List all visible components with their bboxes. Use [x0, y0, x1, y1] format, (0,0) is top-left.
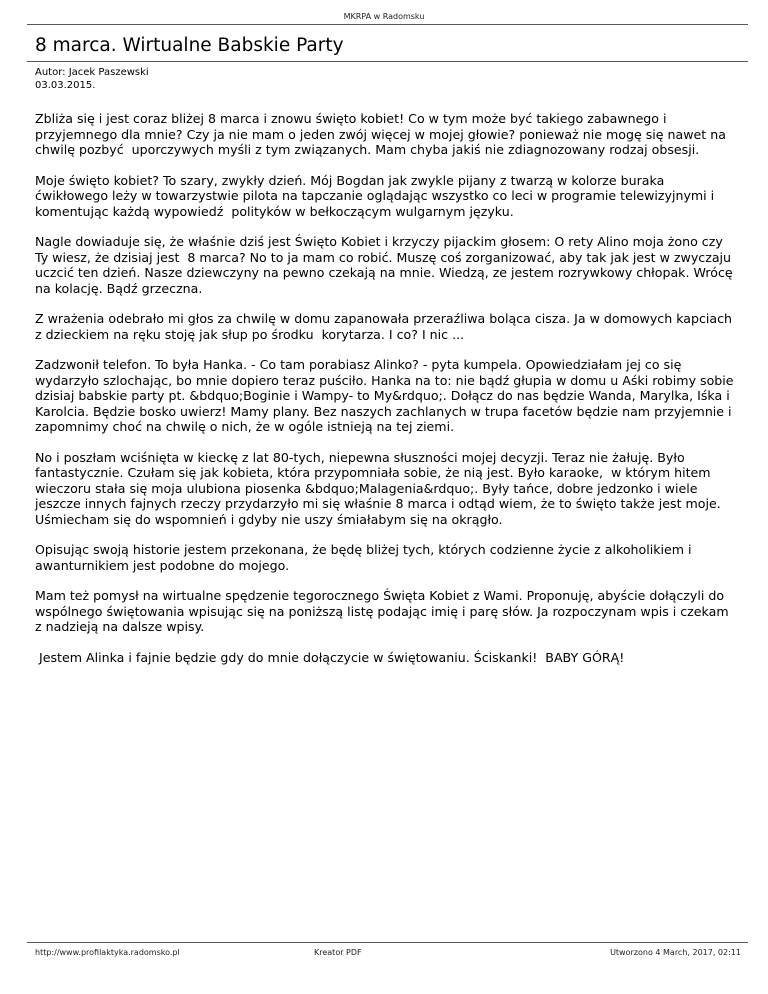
article-paragraph: Mam też pomysł na wirtualne spędzenie tegorocznego Święta Kobiet z Wami. Proponuję, abyście dołączyli do wspólnego świętowania wpisując się na poniższą listę podając imię i parę słów. Ja rozpoczynam wpis i czekam z nadzieją na dalsze wpisy.	[35, 588, 733, 634]
author-line: Autor: Jacek Paszewski	[35, 67, 149, 78]
footer-url: http://www.profilaktyka.radomsko.pl	[35, 948, 180, 957]
footer-created: Utworzono 4 March, 2017, 02:11	[610, 948, 741, 957]
footer-generator: Kreator PDF	[314, 948, 362, 957]
article-paragraph: Opisując swoją historie jestem przekonana, że będę bliżej tych, których codzienne życie z alkoholikiem i awanturnikiem jest podobne do mojego.	[35, 542, 696, 573]
article-title: 8 marca. Wirtualne Babskie Party	[35, 35, 344, 56]
article-paragraph: Moje święto kobiet? To szary, zwykły dzień. Mój Bogdan jak zwykle pijany z twarzą w kolorze buraka ćwikłowego leży w towarzystwie pilota na tapczanie oglądając wszystko co leci w programie telewizyjnymi i komentując każdą wypowiedź polityków w bełkoczącym wulgarnym języku.	[35, 172, 719, 219]
article-meta	[35, 67, 149, 92]
page-header-site: MKRPA w Radomsku	[343, 12, 425, 21]
article-paragraph: Zbliża się i jest coraz bliżej 8 marca i znowu święto kobiet! Co w tym może być takiego zabawnego i przyjemnego dla mnie? Czy ja nie mam o jeden zwój więcej w mojej głowie? ponieważ nie mogę się nawet na chwilę pozbyć uporczywych myśli z tym związanych. Mam chyba jakiś nie zdiagnozowany rodzaj obsesji.	[35, 111, 730, 157]
article-paragraph: Z wrażenia odebrało mi głos za chwilę w domu zapanowała przeraźliwa boląca cisza. Ja w domowych kapciach z dzieckiem na ręku stoję jak słup po środku korytarza. I co? I nic ...	[35, 311, 737, 342]
publish-date: 03.03.2015.	[35, 79, 96, 91]
article-body	[35, 111, 738, 680]
footer-divider	[27, 942, 748, 943]
article-paragraph: Nagle dowiaduje się, że właśnie dziś jest Święto Kobiet i krzyczy pijackim głosem: O rety Alino moja żono czy Ty wiesz, że dzisiaj jest 8 marca? No to ja mam co robić. Muszę coś zorganizować, aby tak jak jest w zwyczaju uczcić ten dzień. Nasze dziewczyny na pewno czekają na mnie. Wiedzą, ze jestem rozrywkowy chłopak. Wrócę na kolację. Bądź grzeczna.	[35, 234, 737, 296]
title-divider	[27, 61, 748, 62]
header-divider	[27, 24, 748, 25]
article-paragraph: Zadzwonił telefon. To była Hanka. - Co tam porabiasz Alinko? - pyta kumpela. Opowiedziałam jej co się wydarzyło szlochając, bo mnie dopiero teraz puściło. Hanka na to: nie bądź głupia w domu u Aśki robimy sobie dzisiaj babskie party pt. &bdquo;Boginie i Wampy- to My&rdquo;. Dołącz do nas będzie Wanda, Marylka, Iśka i Karolcia. Będzie bosko uwierz! Mamy plany. Bez naszych zachlanych w trupa facetów będzie nam przyjemnie i zapomnimy choć na chwilę o nich, że w ogóle istnieją na tej ziemi.	[35, 357, 738, 434]
article-paragraph: Jestem Alinka i fajnie będzie gdy do mnie dołączycie w świętowaniu. Ściskanki! BABY GÓRĄ!	[35, 649, 625, 665]
article-paragraph: No i poszłam wciśnięta w kieckę z lat 80-tych, niepewna słuszności mojej decyzji. Teraz nie żałuję. Było fantastycznie. Czułam się jak kobieta, która przypomniała sobie, że nią jest. Było karaoke, w którym hitem wieczoru stała się moja ulubiona piosenka &bdquo;Malagenia&rdquo;. Były tańce, dobre jedzonko i wiele jeszcze innych fajnych rzeczy przydarzyło mi się właśnie 8 marca i odtąd wiem, że to święto także jest moje. Uśmiecham się do wspomnień i gdyby nie uszy śmiałabym się na okrągło.	[35, 449, 725, 527]
